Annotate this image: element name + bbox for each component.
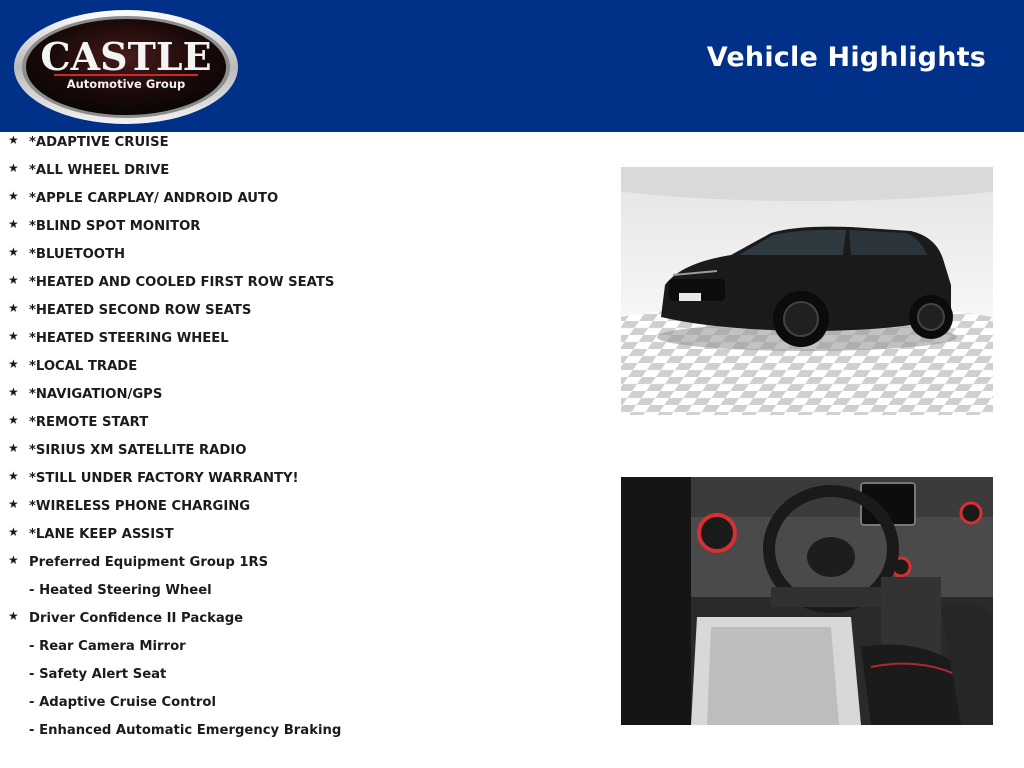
feature-text: *LANE KEEP ASSIST (29, 527, 174, 542)
interior-image (621, 477, 993, 725)
feature-item (0, 496, 600, 524)
star-bullet-icon: ★ (8, 217, 19, 231)
feature-item (0, 412, 600, 440)
feature-text: *WIRELESS PHONE CHARGING (29, 499, 251, 514)
star-bullet-icon: ★ (8, 273, 19, 287)
star-bullet-icon: ★ (8, 497, 19, 511)
star-bullet-icon: ★ (8, 441, 19, 455)
feature-text: *HEATED AND COOLED FIRST ROW SEATS (29, 275, 335, 290)
feature-list (0, 132, 600, 748)
feature-text: - Safety Alert Seat (29, 667, 167, 682)
logo-subtitle: Automotive Group (66, 77, 186, 91)
star-bullet-icon: ★ (8, 357, 19, 371)
star-bullet-icon: ★ (8, 609, 19, 623)
feature-text: *APPLE CARPLAY/ ANDROID AUTO (29, 191, 279, 206)
vehicle-exterior-photo (621, 167, 993, 415)
feature-item (0, 216, 600, 244)
header-banner (0, 0, 1024, 132)
castle-logo (12, 8, 240, 126)
star-bullet-icon: ★ (8, 189, 19, 203)
star-bullet-icon: ★ (8, 469, 19, 483)
castle-logo-badge (12, 8, 240, 126)
star-bullet-icon: ★ (8, 525, 19, 539)
star-bullet-icon: ★ (8, 329, 19, 343)
star-bullet-icon: ★ (8, 245, 19, 259)
star-bullet-icon: ★ (8, 413, 19, 427)
feature-text: *ALL WHEEL DRIVE (29, 163, 170, 178)
vehicle-interior-photo (621, 477, 993, 725)
feature-text: *REMOTE START (29, 415, 149, 430)
feature-item (0, 300, 600, 328)
logo-wordmark: CASTLE (40, 34, 212, 79)
feature-item (0, 132, 600, 160)
feature-item (0, 524, 600, 552)
feature-text: Preferred Equipment Group 1RS (29, 555, 269, 570)
feature-item (0, 580, 600, 608)
feature-item (0, 692, 600, 720)
feature-text: - Enhanced Automatic Emergency Braking (29, 723, 342, 738)
feature-item (0, 608, 600, 636)
feature-item (0, 244, 600, 272)
feature-text: *BLUETOOTH (29, 247, 126, 262)
feature-item (0, 664, 600, 692)
star-bullet-icon: ★ (8, 553, 19, 567)
star-bullet-icon: ★ (8, 161, 19, 175)
feature-text: *LOCAL TRADE (29, 359, 138, 374)
page-title: Vehicle Highlights (706, 42, 986, 73)
feature-text: *ADAPTIVE CRUISE (29, 135, 169, 150)
feature-text: - Adaptive Cruise Control (29, 695, 216, 710)
feature-item (0, 272, 600, 300)
feature-item (0, 328, 600, 356)
exterior-image (621, 167, 993, 415)
feature-text: - Heated Steering Wheel (29, 583, 212, 598)
star-bullet-icon: ★ (8, 133, 19, 147)
feature-item (0, 384, 600, 412)
feature-text: Driver Confidence II Package (29, 611, 244, 626)
feature-item (0, 636, 600, 664)
feature-text: *SIRIUS XM SATELLITE RADIO (29, 443, 247, 458)
feature-item (0, 188, 600, 216)
feature-item (0, 160, 600, 188)
feature-item (0, 440, 600, 468)
feature-text: *STILL UNDER FACTORY WARRANTY! (29, 471, 299, 486)
feature-item (0, 720, 600, 748)
star-bullet-icon: ★ (8, 301, 19, 315)
feature-item (0, 468, 600, 496)
feature-item (0, 552, 600, 580)
feature-text: *NAVIGATION/GPS (29, 387, 163, 402)
feature-text: *BLIND SPOT MONITOR (29, 219, 201, 234)
star-bullet-icon: ★ (8, 385, 19, 399)
feature-text: *HEATED SECOND ROW SEATS (29, 303, 252, 318)
feature-text: - Rear Camera Mirror (29, 639, 186, 654)
feature-text: *HEATED STEERING WHEEL (29, 331, 229, 346)
feature-item (0, 356, 600, 384)
